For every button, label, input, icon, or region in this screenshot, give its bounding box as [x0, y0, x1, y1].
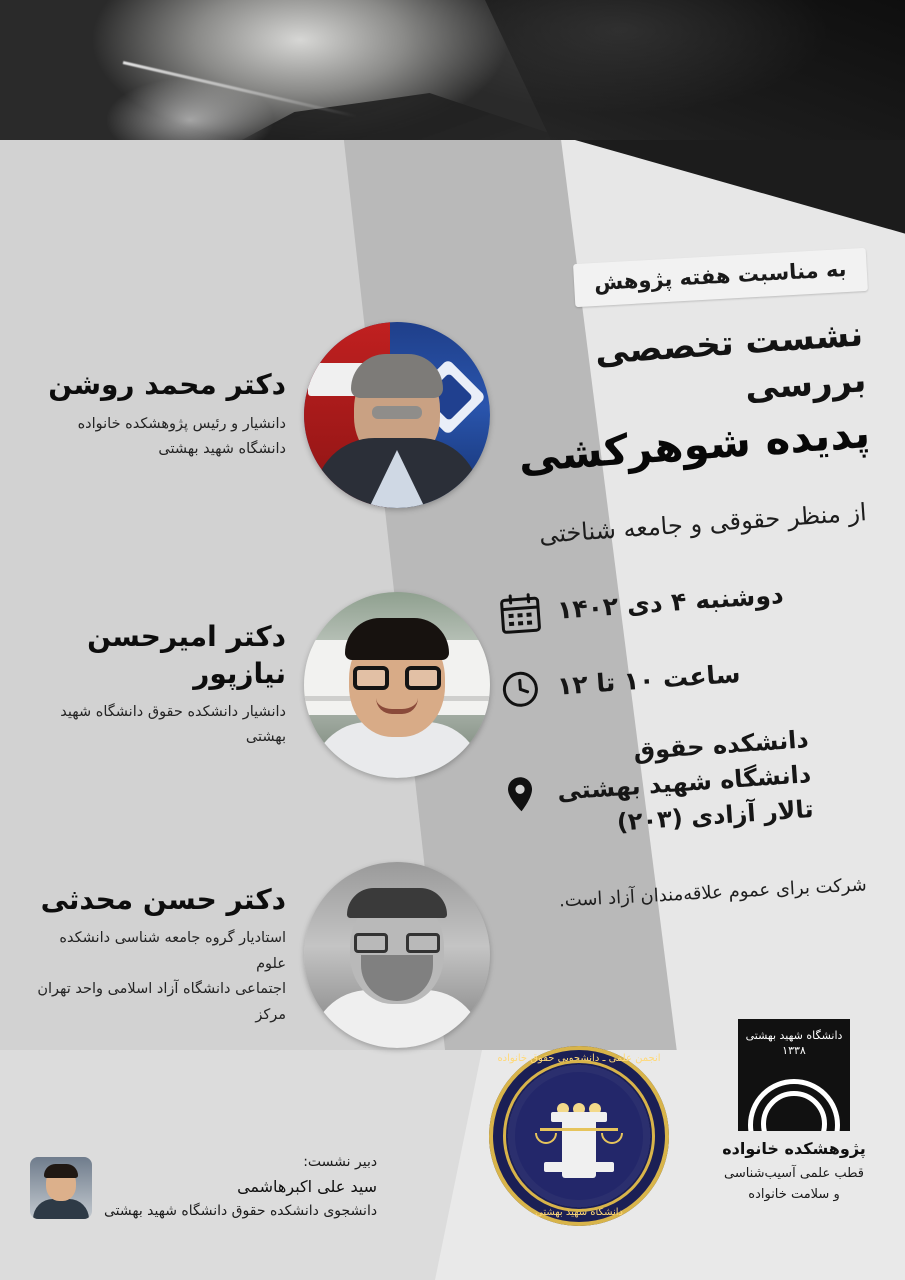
speaker-photo-amirhasan-niazpour: [304, 592, 490, 778]
scales-pan-right-icon: [601, 1133, 623, 1144]
speaker-role-3-line-2: اجتماعی دانشگاه آزاد اسلامی واحد تهران مرکز: [37, 981, 286, 1023]
speaker-role-2: دانشیار دانشکده حقوق دانشگاه شهید بهشتی: [60, 704, 286, 746]
speaker-photo-mohammad-roshan: [304, 322, 490, 508]
occasion-ribbon: به مناسبت هفته پژوهش: [573, 248, 868, 307]
map-pin-icon: [496, 770, 545, 819]
sbu-emblem-icon: [738, 1019, 850, 1131]
location-line-2: دانشگاه شهید بهشتی: [556, 759, 812, 806]
speaker-role-1-line-2: دانشگاه شهید بهشتی: [158, 441, 286, 458]
time-row: [496, 642, 868, 714]
location-line-1: دانشکده حقوق: [632, 724, 810, 765]
title-line-2: پدیده شوهرکشی: [516, 407, 872, 482]
speaker-role-1-line-1: دانشیار و رئیس پژوهشکده خانواده: [77, 415, 286, 432]
speaker-role-3: [34, 926, 286, 1028]
event-details-column: [485, 256, 905, 910]
calendar-icon: [496, 588, 545, 637]
date-row: [496, 566, 868, 638]
secretary-role: دانشجوی دانشکده حقوق دانشگاه شهید بهشتی: [104, 1202, 378, 1219]
clock-icon: [496, 664, 545, 713]
event-time: ساعت ۱۰ تا ۱۲: [556, 658, 742, 701]
sbu-emblem-text: دانشگاه شهید بهشتی ۱۳۳۸: [745, 1029, 843, 1058]
institute-subcaption: [719, 1164, 869, 1206]
speaker-info-2: [34, 619, 304, 751]
secretary-photo: [30, 1157, 92, 1219]
footer-logos: [0, 1029, 905, 1274]
location-row: [494, 718, 870, 848]
institute-caption: پژوهشکده خانواده: [722, 1139, 866, 1159]
secretary-name: سید علی اکبرهاشمی: [237, 1177, 378, 1197]
title-line-1: نشست تخصصی بررسی: [593, 314, 868, 409]
logo-student-association: [489, 1046, 669, 1226]
association-top-text: انجمن علمی ـ دانشجویی حقوق خانواده: [497, 1053, 661, 1064]
event-date: دوشنبه ۴ دی ۱۴۰۲: [556, 579, 785, 625]
speaker-name-3: دکتر حسن محدثی: [40, 883, 286, 917]
institute-subcaption-line-1: قطب علمی آسیب‌شناسی: [723, 1166, 865, 1182]
speaker-name-1: دکتر محمد روشن: [48, 368, 286, 402]
attendance-note: شرکت برای عموم علاقه‌مندان آزاد است.: [558, 874, 868, 912]
poster-title: [492, 312, 871, 486]
logo-family-research-institute: [719, 1019, 869, 1206]
speaker-card-2: [34, 592, 490, 778]
column-base-icon: [544, 1162, 614, 1172]
scales-pan-left-icon: [535, 1133, 557, 1144]
association-bottom-text: دانشگاه شهید بهشتی: [534, 1207, 624, 1218]
speaker-card-3: [34, 862, 490, 1048]
photo-highlight-streak: [123, 61, 358, 118]
association-inner-disc: [515, 1072, 643, 1200]
secretary-label: دبیر نشست:: [303, 1154, 378, 1171]
poster-subtitle: از منظر حقوقی و جامعه شناختی: [538, 498, 868, 550]
speaker-role-1: [34, 412, 286, 463]
secretary-info: [104, 1154, 377, 1222]
speaker-name-2: دکتر امیرحسن نیازپور: [87, 620, 286, 690]
event-location: [554, 722, 815, 844]
institute-subcaption-line-2: و سلامت خانواده: [748, 1187, 840, 1203]
speaker-role-3-line-1: استادیار گروه جامعه شناسی دانشکده علوم: [59, 930, 286, 972]
location-line-3: تالار آزادی (۲۰۳): [615, 794, 815, 836]
speaker-card-1: [34, 322, 490, 508]
scales-beam-icon: [540, 1128, 618, 1131]
speaker-info-1: [34, 367, 304, 462]
speaker-info-3: [34, 882, 304, 1028]
session-secretary: [30, 1154, 377, 1222]
speaker-photo-hasan-mohaddesi: [304, 862, 490, 1048]
